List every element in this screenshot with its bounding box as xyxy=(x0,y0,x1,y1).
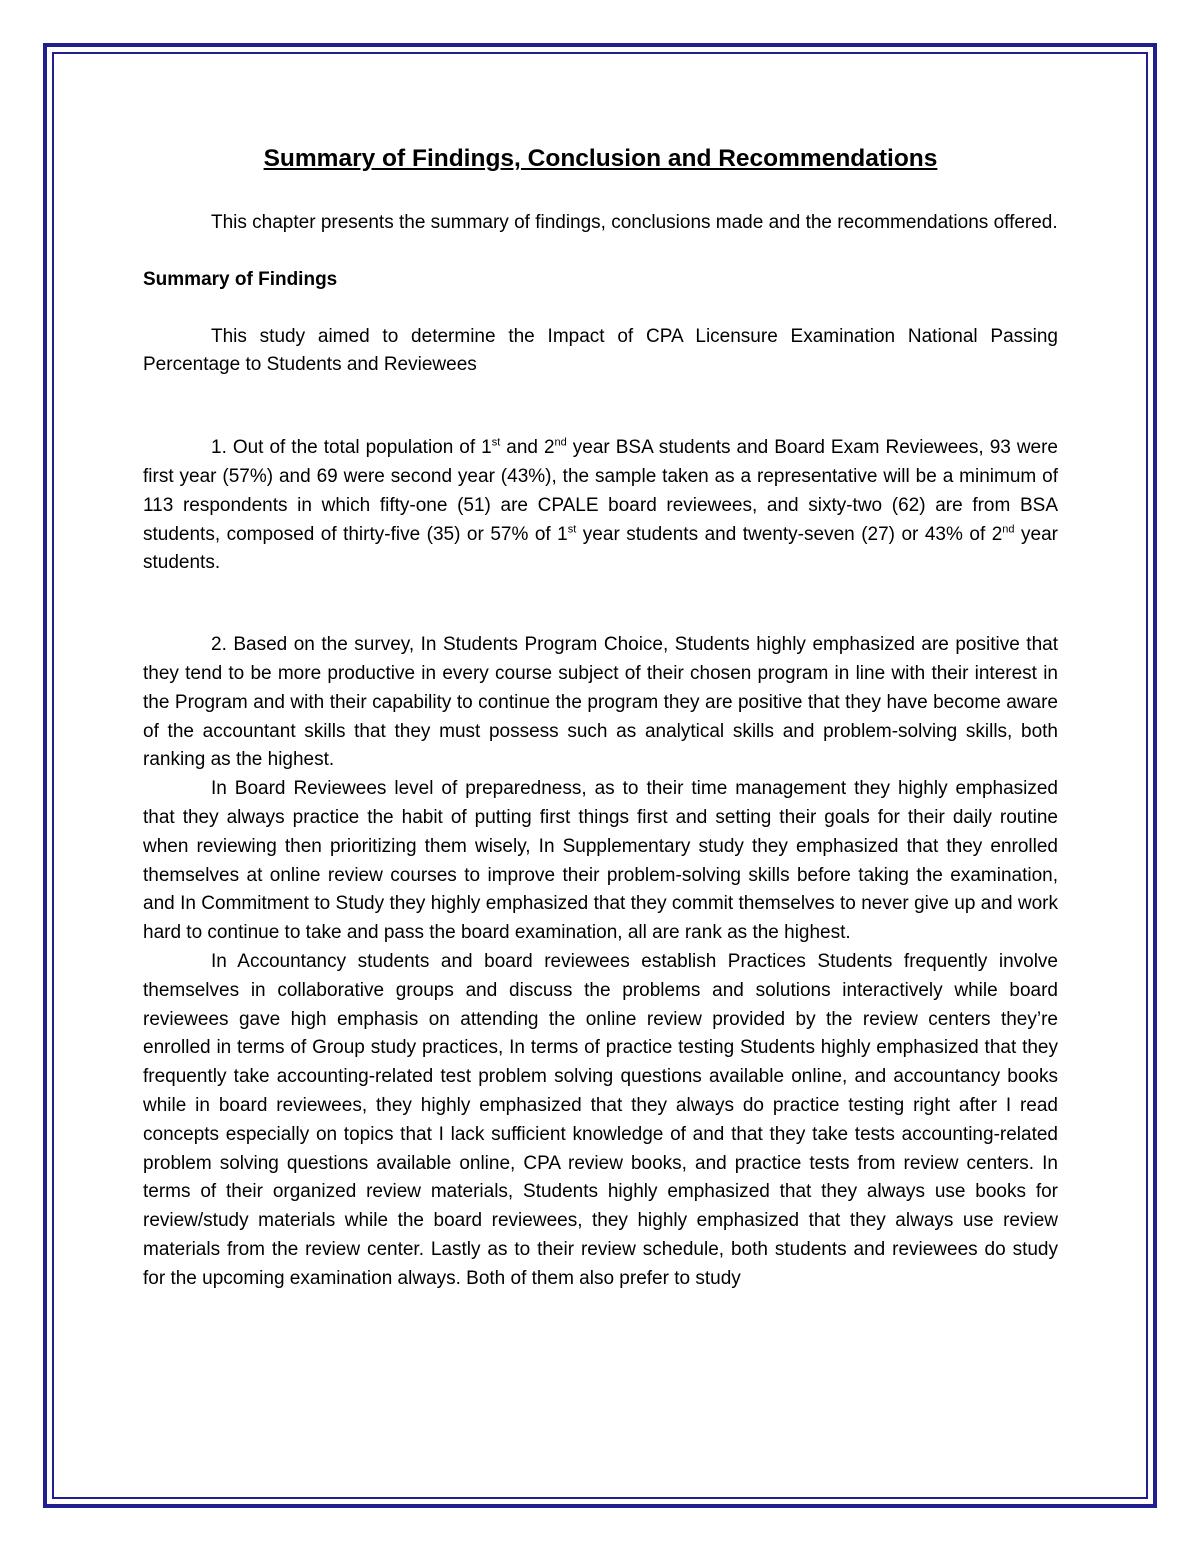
finding-2-practices-paragraph: In Accountancy students and board reviewees establish Practices Students frequently involve themselves in collaborative groups and discuss the problems and solutions interactively while board reviewees gave high emphasis on attending the online review provided by the review centers they’re enrolled in terms of Group study practices, In terms of practice testing Students highly emphasized that they frequently take accounting-related test problem solving questions available online, and accountancy books while in board reviewees, they highly emphasized that they always do practice testing right after I read concepts especially on topics that I lack sufficient knowledge of and that they take tests accounting-related problem solving questions available online, CPA review books, and practice tests from review centers. In terms of their organized review materials, Students highly emphasized that they always use books for review/study materials while the board reviewees, they highly emphasized that they always use review materials from the review center. Lastly as to their review schedule, both students and reviewees do study for the upcoming examination always. Both of them also prefer to study xyxy=(143,950,1058,1289)
finding-1-text-a: 1. Out of the total population of 1 xyxy=(211,437,492,459)
finding-1-text-c: year BSA students and Board Exam Reviewees, 93 were first year (57%) and 69 were second year (43%), the sample taken as a representative will be a minimum of 113 respondents in which fifty-one (51) are CPALE board reviewees, and sixty-two (62) are from BSA students, composed of thirty-five (35) or 57% of 1 xyxy=(143,437,1059,545)
finding-1-sup-4: nd xyxy=(1002,523,1015,536)
finding-1-text-b: and 2 xyxy=(500,437,555,459)
intro-paragraph: This chapter presents the summary of findings, conclusions made and the recommendations offered. xyxy=(211,212,1058,233)
section-heading: Summary of Findings xyxy=(143,268,338,290)
finding-1-sup-2: nd xyxy=(554,436,567,449)
finding-2-paragraph: 2. Based on the survey, In Students Program Choice, Students highly emphasized are positive that they tend to be more productive in every course subject of their chosen program in line with their interest in the Program and with their capability to continue the program they are positive that they have become aware of the accountant skills that they must possess such as analytical skills and problem-solving skills, both ranking as the highest. xyxy=(143,634,1058,771)
finding-2-reviewees-paragraph: In Board Reviewees level of preparedness, as to their time management they highly emphasized that they always practice the habit of putting first things first and setting their goals for their daily routine when reviewing then prioritizing them wisely, In Supplementary study they emphasized that they enrolled themselves at online review courses to improve their problem-solving skills before taking the examination, and In Commitment to Study they highly emphasized that they commit themselves to never give up and work hard to continue to take and pass the board examination, all are rank as the highest. xyxy=(143,778,1058,944)
document-body xyxy=(143,143,1058,1294)
finding-1-sup-1: st xyxy=(491,436,501,449)
finding-1-sup-3: st xyxy=(567,523,577,536)
page-title: Summary of Findings, Conclusion and Recommendations xyxy=(263,145,938,172)
finding-1-text-e: year students. xyxy=(143,523,1059,574)
aim-paragraph: This study aimed to determine the Impact of CPA Licensure Examination National Passing Percentage to Students and Reviewees xyxy=(143,325,1058,376)
finding-1-text-d: year students and twenty-seven (27) or 43% of 2 xyxy=(576,523,1003,545)
finding-1-paragraph xyxy=(143,434,1058,578)
